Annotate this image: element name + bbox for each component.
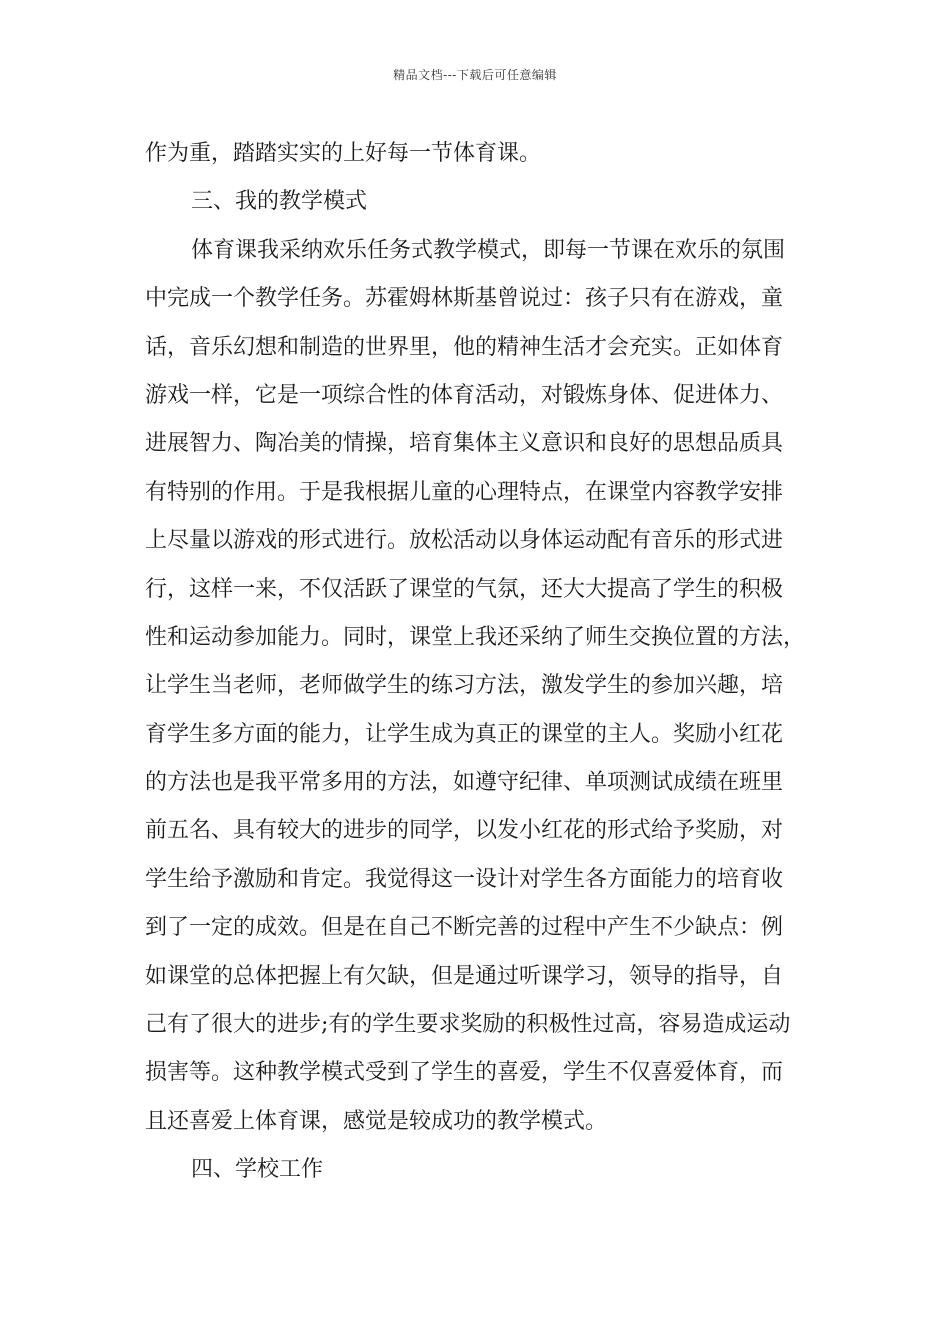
text-line: 游戏一样，它是一项综合性的体育活动，对锻炼身体、促进体力、 bbox=[145, 382, 784, 408]
text-line: 话，音乐幻想和制造的世界里，他的精神生活才会充实。正如体育 bbox=[145, 334, 784, 360]
text-line: 中完成一个教学任务。苏霍姆林斯基曾说过：孩子只有在游戏，童 bbox=[145, 286, 784, 312]
text-line: 损害等。这种教学模式受到了学生的喜爱，学生不仅喜爱体育，而 bbox=[145, 1060, 784, 1086]
heading-or-paragraph-start-line: 体育课我采纳欢乐任务式教学模式，即每一节课在欢乐的氛围 bbox=[191, 237, 786, 263]
text-line: 且还喜爱上体育课，感觉是较成功的教学模式。 bbox=[145, 1108, 608, 1134]
page-header: 精品文档---下载后可任意编辑 bbox=[393, 68, 557, 82]
text-line: 让学生当老师，老师做学生的练习方法，激发学生的参加兴趣，培 bbox=[145, 673, 784, 699]
text-line: 到了一定的成效。但是在自己不断完善的过程中产生不少缺点：例 bbox=[145, 915, 784, 941]
text-line: 的方法也是我平常多用的方法，如遵守纪律、单项测试成绩在班里 bbox=[145, 770, 784, 796]
text-line: 学生给予激励和肯定。我觉得这一设计对学生各方面能力的培育收 bbox=[145, 866, 784, 892]
text-line: 前五名、具有较大的进步的同学，以发小红花的形式给予奖励，对 bbox=[145, 818, 784, 844]
document-body bbox=[145, 130, 825, 1195]
text-line: 有特别的作用。于是我根据儿童的心理特点，在课堂内容教学安排 bbox=[145, 479, 784, 505]
text-line: 如课堂的总体把握上有欠缺，但是通过听课学习，领导的指导，自 bbox=[145, 963, 784, 989]
text-line: 性和运动参加能力。同时，课堂上我还采纳了师生交换位置的方法， bbox=[145, 624, 806, 650]
text-line: 行，这样一来，不仅活跃了课堂的气氛，还大大提高了学生的积极 bbox=[145, 576, 784, 602]
text-line: 作为重，踏踏实实的上好每一节体育课。 bbox=[145, 141, 542, 166]
text-line: 上尽量以游戏的形式进行。放松活动以身体运动配有音乐的形式进 bbox=[145, 528, 784, 554]
text-line: 育学生多方面的能力，让学生成为真正的课堂的主人。奖励小红花 bbox=[145, 721, 784, 747]
text-line: 进展智力、陶冶美的情操，培育集体主义意识和良好的思想品质具 bbox=[145, 431, 784, 457]
heading-or-paragraph-start-line: 四、学校工作 bbox=[191, 1157, 324, 1183]
text-line: 己有了很大的进步;有的学生要求奖励的积极性过高，容易造成运动 bbox=[145, 1012, 791, 1038]
heading-or-paragraph-start-line: 三、我的教学模式 bbox=[191, 189, 368, 215]
